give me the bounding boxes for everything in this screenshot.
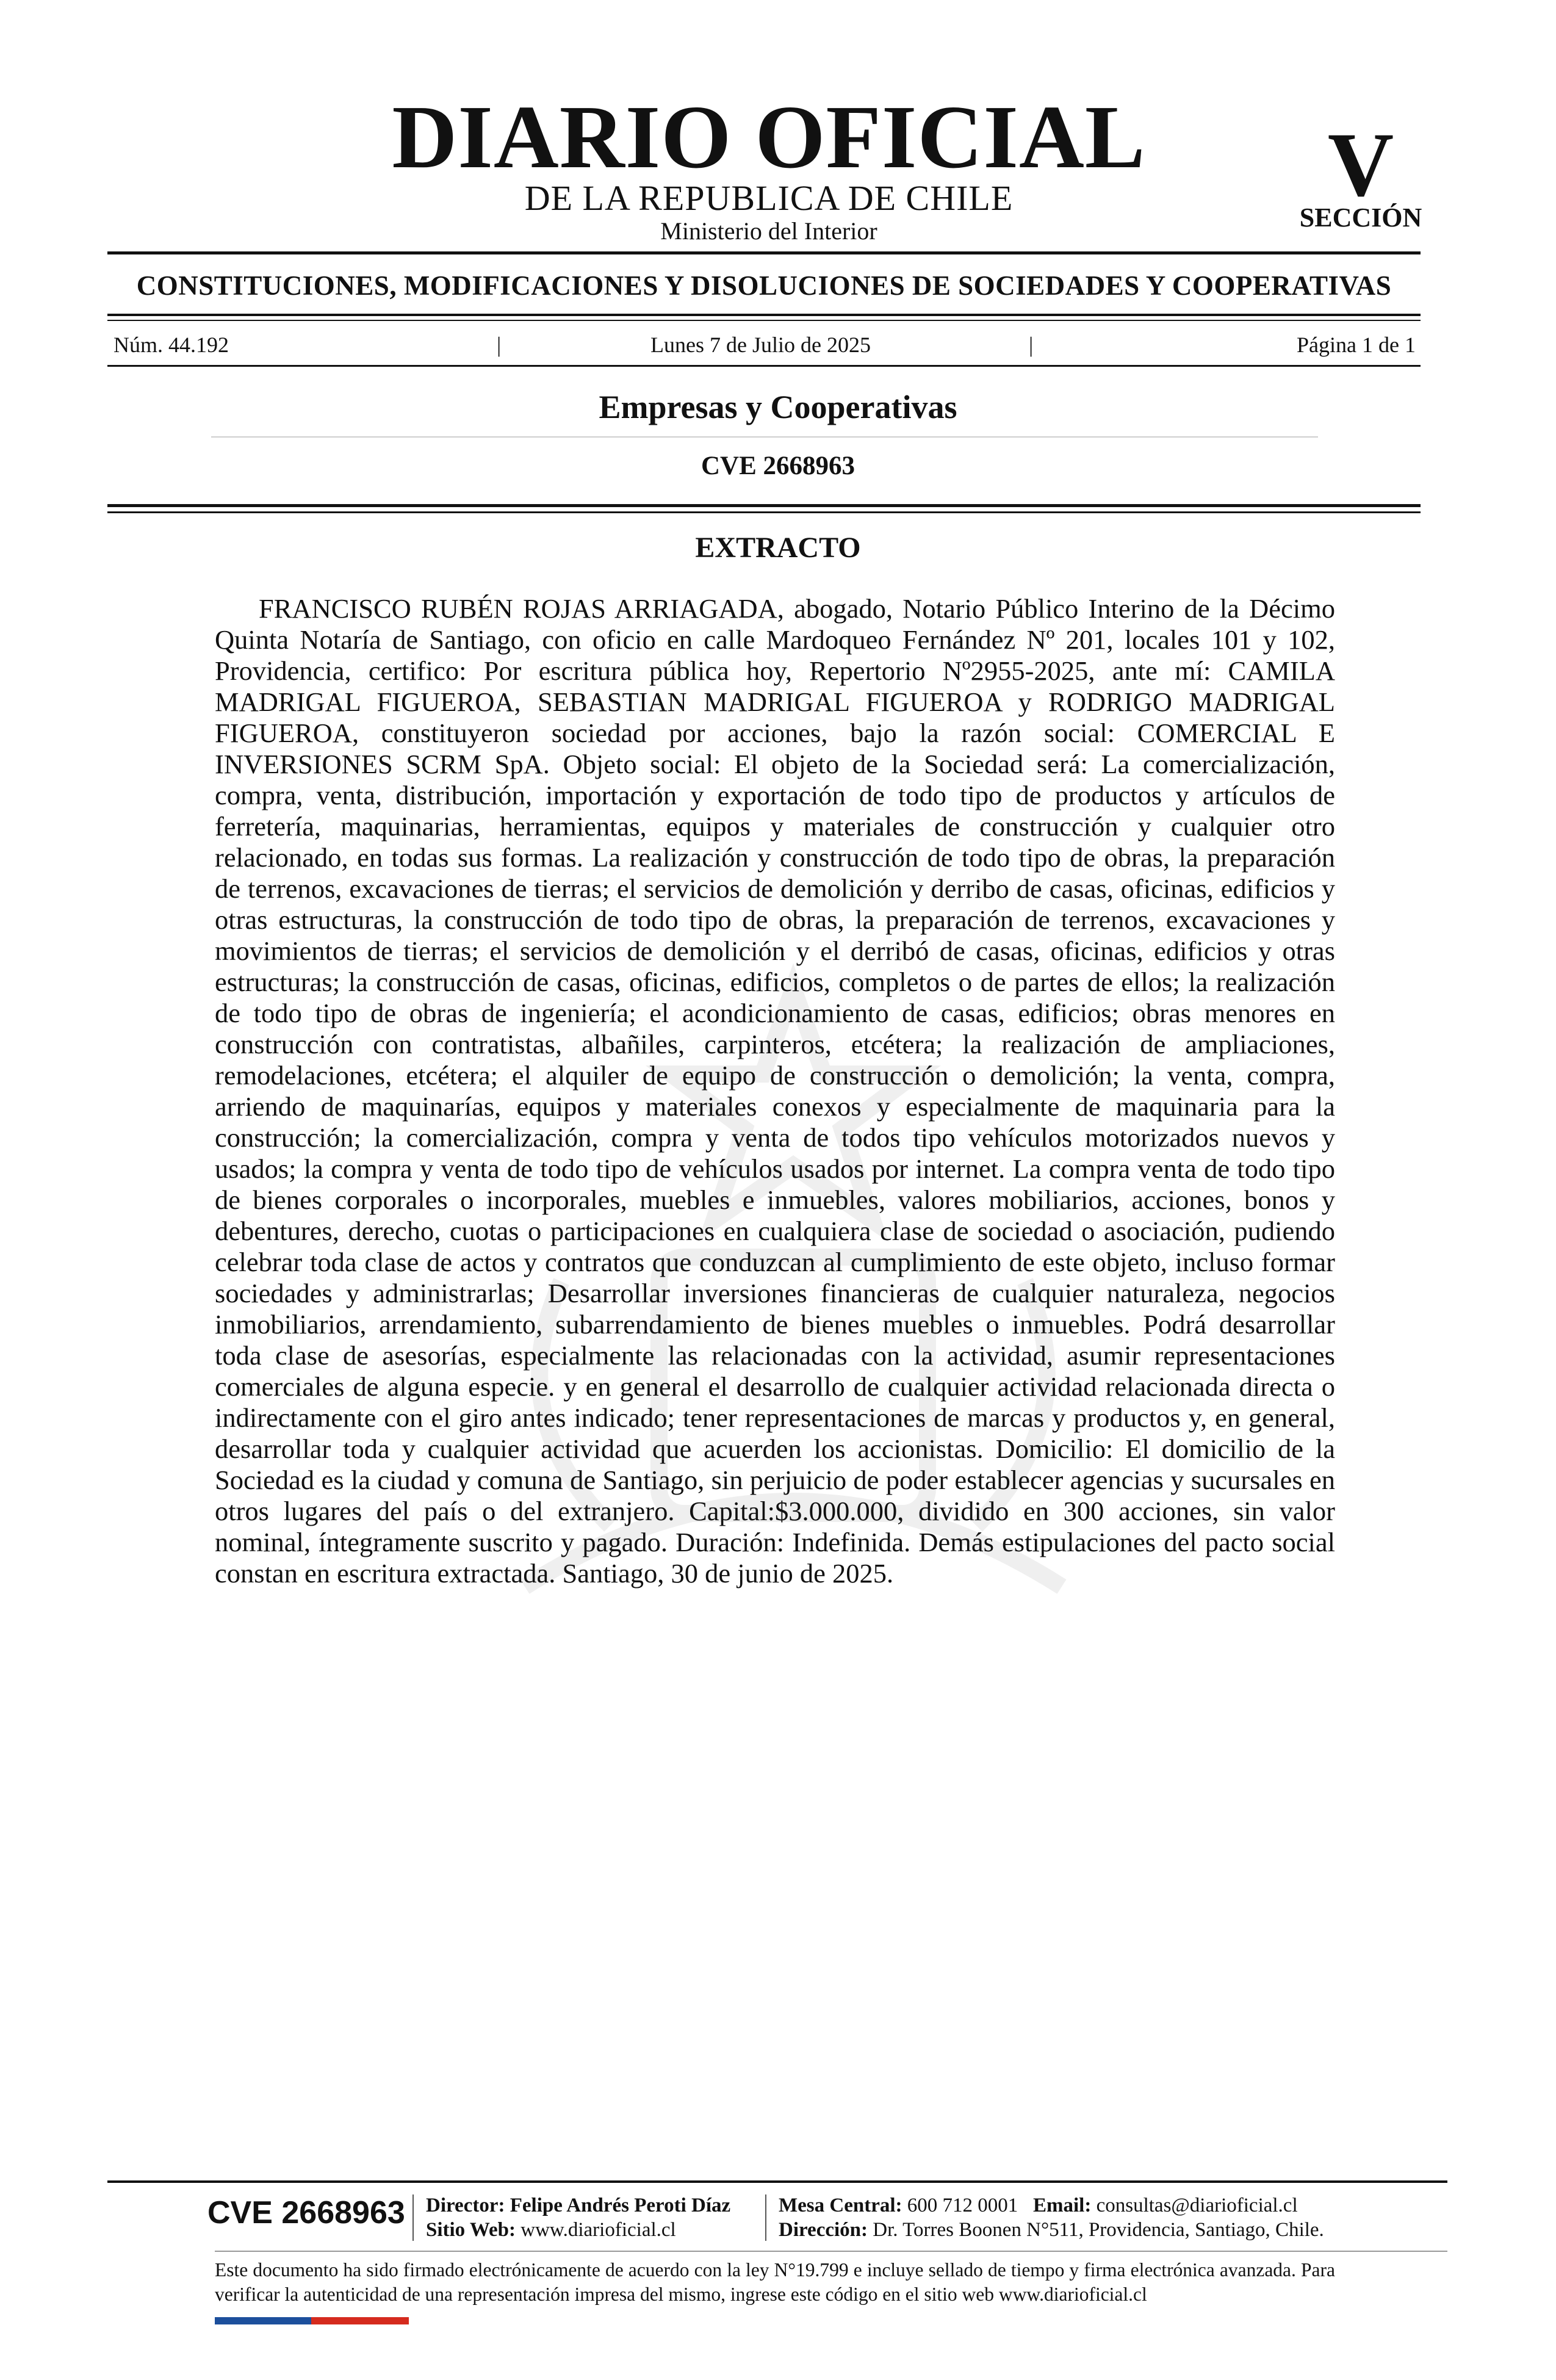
footer-rule bbox=[107, 2180, 1447, 2183]
footer-contact-block bbox=[779, 2193, 1324, 2242]
issue-number: Núm. 44.192 bbox=[113, 333, 229, 357]
document-body: FRANCISCO RUBÉN ROJAS ARRIAGADA, abogado, Notario Público Interino de la Décimo Quinta Notaría de Santiago, con oficio en calle Mardoqueo Fernández Nº 201, locales 101 y 102, Providencia, certifico: Por escritura pública hoy, Repertorio Nº2955-2025, ante mí: CAMILA MADRIGAL FIGUEROA, SEBASTIAN MADRIGAL FIGUEROA y RODRIGO MADRIGAL FIGUEROA, constituyeron sociedad por acciones, bajo la razón social: COMERCIAL E INVERSIONES SCRM SpA. Objeto social: El objeto de la Sociedad será: La comercialización, compra, venta, distribución, importación y exportación de todo tipo de productos y artículos de ferretería, maquinarias, herramientas, equipos y materiales de construcción y cualquier otro relacionado, en todas sus formas. La realización y construcción de todo tipo de obras, la preparación de terrenos, excavaciones de tierras; el servicios de demolición y derribo de casas, oficinas, edificios y otras estructuras, la construcción de todo tipo de obras, la preparación de terrenos, excavaciones y movimientos de tierras; el servicios de demolición y el derribó de casas, oficinas, edificios y otras estructuras; la construcción de casas, oficinas, edificios, completos o de partes de ellos; la realización de todo tipo de obras de ingeniería; el acondicionamiento de casas, edificios; obras menores en construcción con contratistas, albañiles, carpinteros, etcétera; la realización de ampliaciones, remodelaciones, etcétera; el alquiler de equipo de construcción o demolición; la venta, compra, arriendo de maquinarías, equipos y materiales conexos y especialmente de maquinaria para la construcción; la comercialización, compra y venta de todos tipo vehículos motorizados nuevos y usados; la compra y venta de todo tipo de vehículos usados por internet. La compra venta de todo tipo de bienes corporales o incorporales, muebles e inmuebles, valores mobiliarios, acciones, bonos y debentures, derecho, cuotas o participaciones en cualquiera clase de sociedad o asociación, pudiendo celebrar toda clase de actos y contratos que conduzcan al cumplimiento de este objeto, incluso formar sociedades y administrarlas; Desarrollar inversiones financieras de cualquier naturaleza, negocios inmobiliarios, arrendamiento, subarrendamiento de bienes muebles o inmuebles. Podrá desarrollar toda clase de asesorías, especialmente las relacionadas con la actividad, asumir representaciones comerciales de alguna especie. y en general el desarrollo de cualquier actividad relacionada directa o indirectamente con el giro antes indicado; tener representaciones de marcas y productos y, en general, desarrollar toda y cualquier actividad que acuerden los accionistas. Domicilio: El domicilio de la Sociedad es la ciudad y comuna de Santiago, sin perjuicio de poder establecer agencias y sucursales en otros lugares del país o del extranjero. Capital:$3.000.000, dividido en 300 acciones, sin valor nominal, íntegramente suscrito y pagado. Duración: Indefinida. Demás estipulaciones del pacto social constan en escritura extractada. Santiago, 30 de junio de 2025. bbox=[215, 593, 1335, 1588]
cve-rule-lower bbox=[107, 511, 1421, 513]
footer-separator bbox=[765, 2194, 766, 2241]
signature-notice: Este documento ha sido firmado electrónicamente de acuerdo con la ley N°19.799 e incluye sellado de tiempo y firma electrónica avanzada. Para verificar la autenticidad de una representación impresa del mismo, ingrese este código en el sitio web www.diarioficial.cl bbox=[215, 2259, 1335, 2305]
cve-rule-upper bbox=[107, 504, 1421, 507]
cve-code: CVE 2668963 bbox=[701, 452, 855, 480]
organization-title: Empresas y Cooperativas bbox=[599, 389, 957, 425]
newspaper-subtitle: DE LA REPUBLICA DE CHILE bbox=[524, 178, 1014, 218]
category-title: CONSTITUCIONES, MODIFICACIONES Y DISOLUCIONES DE SOCIEDADES Y COOPERATIVAS bbox=[136, 270, 1392, 301]
director-label: Director: bbox=[426, 2194, 505, 2216]
footer-director-block bbox=[426, 2193, 730, 2242]
document-heading: EXTRACTO bbox=[695, 532, 861, 564]
newspaper-title: DIARIO OFICIAL bbox=[392, 87, 1146, 187]
footer-separator bbox=[412, 2194, 414, 2241]
footer-divider bbox=[215, 2251, 1447, 2252]
section-number: V bbox=[1327, 114, 1394, 215]
address-label: Dirección: bbox=[779, 2219, 868, 2241]
organization-divider bbox=[211, 436, 1318, 438]
info-separator: | bbox=[497, 333, 502, 357]
section-label: SECCIÓN bbox=[1299, 203, 1422, 233]
phone-label: Mesa Central: bbox=[779, 2194, 902, 2216]
info-bottom-rule bbox=[107, 365, 1421, 367]
address-text: Dr. Torres Boonen N°511, Providencia, Santiago, Chile. bbox=[873, 2219, 1324, 2241]
flag-stripe-icon bbox=[215, 2317, 409, 2324]
page-number: Página 1 de 1 bbox=[1297, 333, 1416, 357]
ministry-label: Ministerio del Interior bbox=[660, 217, 877, 245]
website-link[interactable]: www.diarioficial.cl bbox=[520, 2219, 676, 2241]
section-mark bbox=[1294, 114, 1428, 233]
top-rule bbox=[107, 251, 1421, 254]
category-rule-lower bbox=[107, 320, 1421, 321]
director-name: Felipe Andrés Peroti Díaz bbox=[510, 2194, 731, 2216]
footer-cve-code: CVE 2668963 bbox=[207, 2195, 405, 2230]
info-separator: | bbox=[1029, 333, 1034, 357]
phone-number: 600 712 0001 bbox=[907, 2194, 1018, 2216]
category-rule-upper bbox=[107, 314, 1421, 316]
website-label: Sitio Web: bbox=[426, 2219, 516, 2241]
email-label: Email: bbox=[1033, 2194, 1092, 2216]
issue-date: Lunes 7 de Julio de 2025 bbox=[650, 333, 871, 357]
email-link[interactable]: consultas@diarioficial.cl bbox=[1096, 2194, 1298, 2216]
